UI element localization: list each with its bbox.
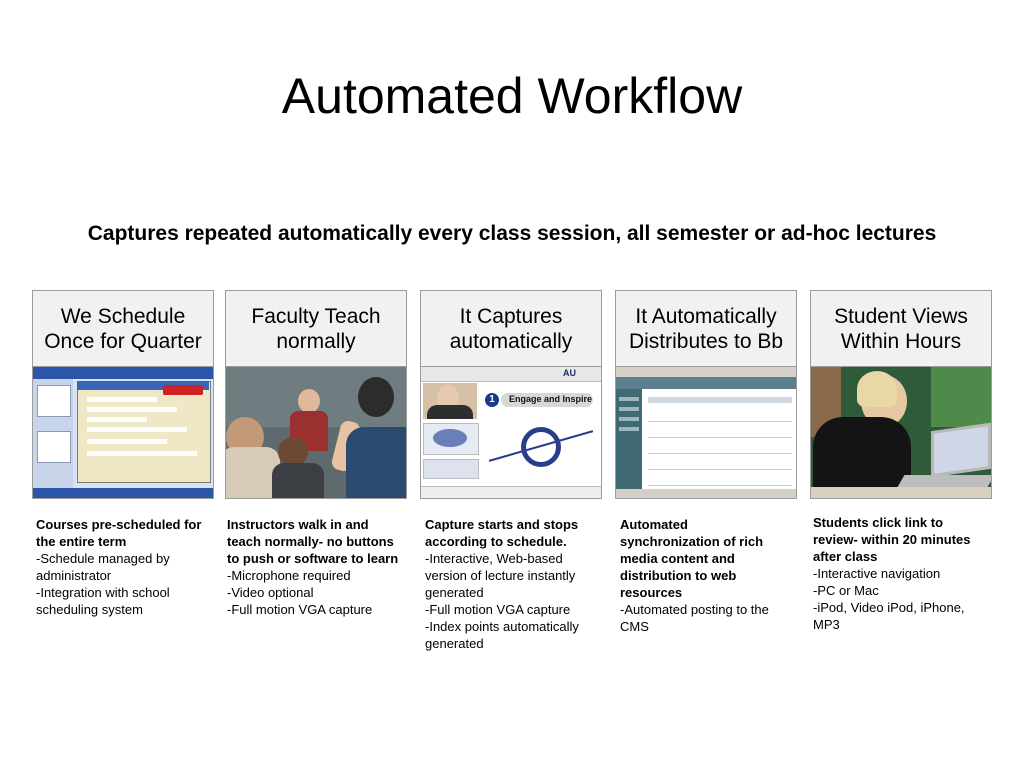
step-capture (420, 290, 602, 499)
slide-title: Automated Workflow (281, 68, 743, 124)
bullet: -Interactive navigation (813, 566, 941, 581)
step-heading: It Captures automatically (420, 290, 602, 366)
step-teach (225, 290, 407, 499)
step-heading: Student Views Within Hours (810, 290, 992, 366)
step-summary: Instructors walk in and teach normally- no buttons to push or software to learn (227, 517, 399, 566)
bullet: -Integration with school scheduling system (36, 585, 170, 617)
bullet: -Full motion VGA capture (425, 602, 571, 617)
scheduler-screenshot (32, 366, 214, 499)
bullet: -PC or Mac (813, 583, 879, 598)
step-description (227, 516, 402, 618)
step-description (813, 514, 988, 633)
au-logo: AU (563, 368, 576, 378)
bullet: -Video optional (227, 585, 314, 600)
step-view (810, 290, 992, 499)
lecture-player-screenshot (420, 366, 602, 499)
bullet: -Automated posting to the CMS (620, 602, 769, 634)
step-heading: Faculty Teach normally (225, 290, 407, 366)
bullet: -Schedule managed by administrator (36, 551, 170, 583)
step-description (36, 516, 211, 618)
step-summary: Automated synchronization of rich media content and distribution to web resources (620, 517, 764, 600)
classroom-photo (225, 366, 407, 499)
step-distribute (615, 290, 797, 499)
student-photo (810, 366, 992, 499)
slide-heading: Engage and Inspire (509, 394, 593, 404)
step-summary: Capture starts and stops according to schedule. (425, 517, 579, 549)
bullet: -Microphone required (227, 568, 351, 583)
bullet: -Index points automatically generated (425, 619, 579, 651)
slide-number-badge: 1 (485, 393, 499, 407)
step-description (425, 516, 600, 652)
step-heading: It Automatically Distributes to Bb (615, 290, 797, 366)
step-schedule (32, 290, 214, 499)
blackboard-screenshot (615, 366, 797, 499)
step-heading: We Schedule Once for Quarter (32, 290, 214, 366)
step-summary: Courses pre-scheduled for the entire term (36, 517, 202, 549)
step-summary: Students click link to review- within 20 minutes after class (813, 515, 971, 564)
slide-subtitle: Captures repeated automatically every class session, all semester or ad-hoc lectures (87, 222, 937, 245)
step-description (620, 516, 790, 635)
bullet: -Full motion VGA capture (227, 602, 373, 617)
bullet: -iPod, Video iPod, iPhone, MP3 (813, 600, 965, 632)
bullet: -Interactive, Web-based version of lecture instantly generated (425, 551, 576, 600)
